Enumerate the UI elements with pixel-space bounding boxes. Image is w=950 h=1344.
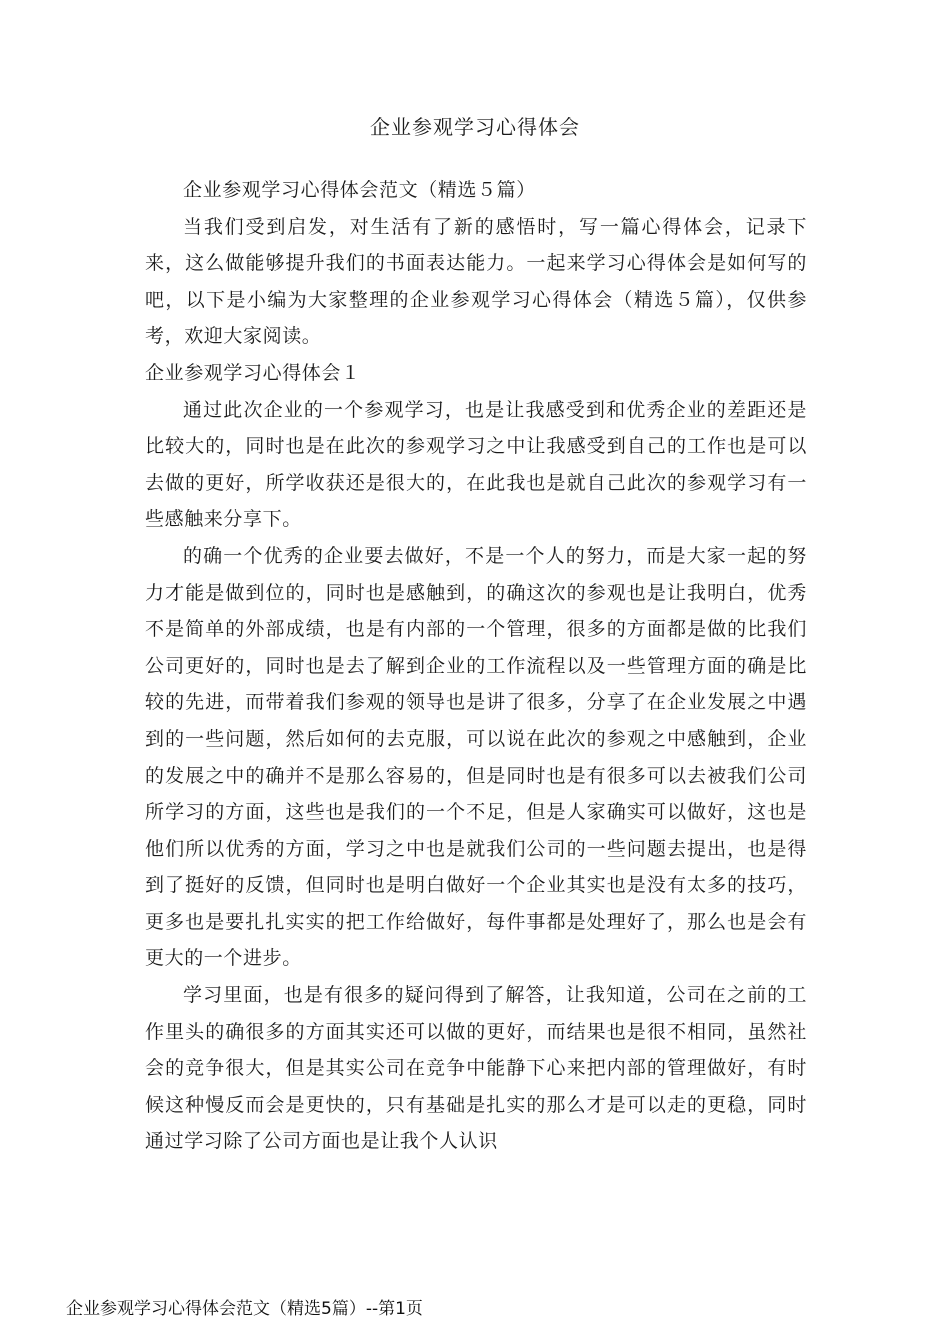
- section-heading-1: 企业参观学习心得体会１: [145, 361, 361, 384]
- paragraph-body-1: 通过此次企业的一个参观学习，也是让我感受到和优秀企业的差距还是比较大的，同时也是在此次的参观学习之中让我感受到自己的工作也是可以去做的更好，所学收获还是很大的，在此我也是就自己此次的参观学习有一些感触来分享下。: [145, 398, 807, 531]
- paragraph-body-3: 学习里面，也是有很多的疑问得到了解答，让我知道，公司在之前的工作里头的确很多的方面其实还可以做的更好，而结果也是很不相同，虽然社会的竞争很大，但是其实公司在竞争中能静下心来把内部的管理做好，有时候这种慢反而会是更快的，只有基础是扎实的那么才是可以走的更稳，同时通过学习除了公司方面也是让我个人认识: [145, 984, 807, 1153]
- paragraph-body-2: 的确一个优秀的企业要去做好，不是一个人的努力，而是大家一起的努力才能是做到位的，同时也是感触到，的确这次的参观也是让我明白，优秀不是简单的外部成绩，也是有内部的一个管理，很多的方面都是做的比我们公司更好的，同时也是去了解到企业的工作流程以及一些管理方面的确是比较的先进，而带着我们参观的领导也是讲了很多，分享了在企业发展之中遇到的一些问题，然后如何的去克服，可以说在此次的参观之中感触到，企业的发展之中的确并不是那么容易的，但是同时也是有很多可以去被我们公司所学习的方面，这些也是我们的一个不足，但是人家确实可以做好，这也是他们所以优秀的方面，学习之中也是就我们公司的一些问题去提出，也是得到了挺好的反馈，但同时也是明白做好一个企业其实也是没有太多的技巧，更多也是要扎扎实实的把工作给做好，每件事都是处理好了，那么也是会有更大的一个进步。: [145, 544, 807, 970]
- page-footer: 企业参观学习心得体会范文（精选5篇）--第1页: [66, 1299, 423, 1319]
- document-title: 企业参观学习心得体会: [370, 115, 580, 139]
- paragraph-intro: 当我们受到启发，对生活有了新的感悟时，写一篇心得体会，记录下来，这么做能够提升我们的书面表达能力。一起来学习心得体会是如何写的吧，以下是小编为大家整理的企业参观学习心得体会（精选５篇），仅供参考，欢迎大家阅读。: [145, 215, 807, 348]
- paragraph-subtitle: 企业参观学习心得体会范文（精选５篇）: [183, 179, 536, 201]
- document-body: [145, 172, 807, 1160]
